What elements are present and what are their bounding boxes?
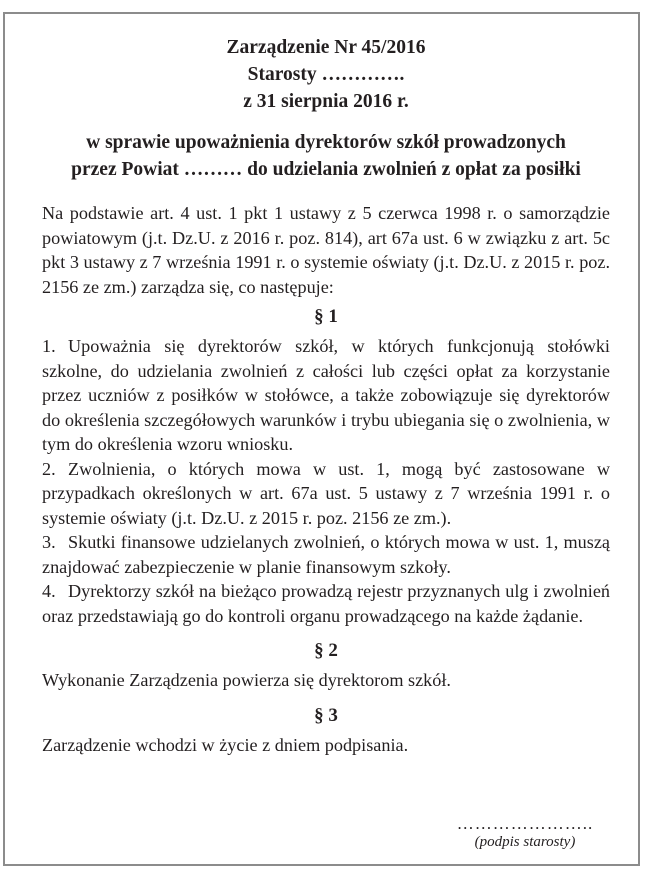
section-1-item-2 <box>42 457 610 531</box>
signature-caption: (podpis starosty) <box>474 834 576 850</box>
item-text: Zwolnienia, o których mowa w ust. 1, mogą być zastosowane w przypadkach określonych w art. 67a ust. 5 ustawy z 7 września 1991 r. o systemie oświaty (j.t. Dz.U. z 2015 r. poz. 2156 ze zm.). <box>42 458 610 528</box>
item-text: Skutki finansowe udzielanych zwolnień, o których mowa w ust. 1, muszą znajdować zabezpieczenie w planie finansowym szkoły. <box>42 532 610 577</box>
document-header <box>42 34 610 115</box>
issue-date: z 31 sierpnia 2016 r. <box>243 91 409 112</box>
signature-line: ………………….. <box>456 814 594 833</box>
section-3-text: Zarządzenie wchodzi w życie z dniem podpisania. <box>42 734 409 755</box>
section-1-item-1 <box>42 334 610 457</box>
legal-basis-paragraph: Na podstawie art. 4 ust. 1 pkt 1 ustawy z 5 czerwca 1998 r. o samorządzie powiatowym (j.t. Dz.U. z 2016 r. poz. 814), art 67a ust. 6 w związku z art. 5c pkt 3 ustawy z 7 września 1991 r. o systemie oświaty (j.t. Dz.U. z 2015 r. poz. 2156 ze zm.) zarządza się, co następuje: <box>42 203 610 297</box>
section-1-mark: § 1 <box>314 306 338 327</box>
item-number: 2. <box>42 458 56 479</box>
issuer-line: Starosty …………. <box>247 64 405 85</box>
section-1-item-4 <box>42 579 610 628</box>
section-3-mark: § 3 <box>314 704 338 726</box>
item-number: 3. <box>42 532 56 552</box>
section-2-text: Wykonanie Zarządzenia powierza się dyrektorom szkół. <box>42 670 451 690</box>
signature-block <box>445 815 605 851</box>
item-text: Dyrektorzy szkół na bieżąco prowadzą rejestr przyznanych ulg i zwolnień oraz przedstawiają go do kontroli organu prowadzącego na każde żądanie. <box>42 581 610 626</box>
item-text: Upoważnia się dyrektorów szkół, w których funkcjonują stołówki szkolne, do udzielania zwolnień z całości lub części opłat za korzystanie przez uczniów z posiłków w stołówce, a także zobowiązuje się dyrektorów do określenia szczegółowych warunków i trybu ubiegania się o zwolnienia, w tym do określenia wzoru wniosku. <box>42 336 610 454</box>
item-number: 1. <box>42 336 56 356</box>
subject-line-2: przez Powiat ……… do udzielania zwolnień z opłat za posiłki <box>71 159 581 180</box>
document-title: Zarządzenie Nr 45/2016 <box>226 37 426 58</box>
subject-line-1: w sprawie upoważnienia dyrektorów szkół prowadzonych <box>86 132 566 153</box>
section-1-item-3 <box>42 530 610 579</box>
document-subject <box>42 129 610 183</box>
item-number: 4. <box>42 581 56 601</box>
document-body <box>42 34 610 757</box>
section-2-mark: § 2 <box>314 640 338 661</box>
